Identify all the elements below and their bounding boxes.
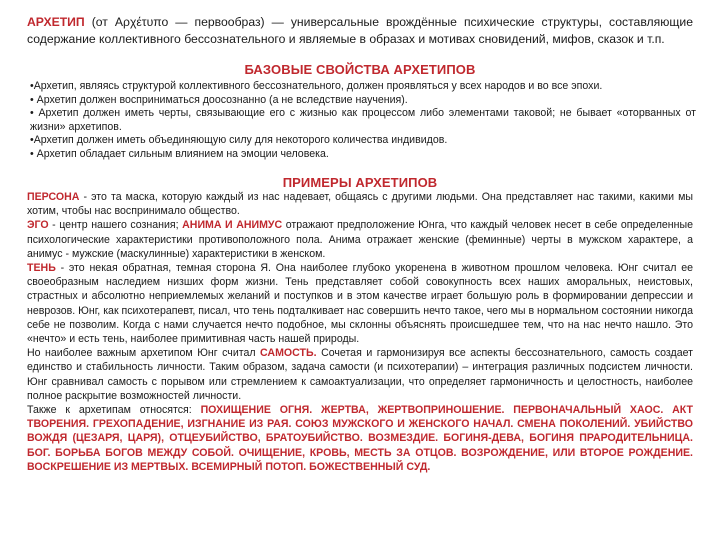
intro-term: АРХЕТИП [27,15,85,29]
examples-body [27,190,693,474]
shadow-term: ТЕНЬ [27,262,56,275]
property-item: •Архетип должен иметь объединяющую силу для некоторого количества индивидов. [30,134,448,147]
anima-text: отражают предположение Юнга, что каждый человек несет в себе определенные психологические характеристики противоположного пола. Анима отражает женские (феминные) черты в мужском характере, а анимус - мужские (маскулинные) характеристики в женском. [27,219,693,260]
properties-list [30,80,696,162]
archetype-list: ПОХИЩЕНИЕ ОГНЯ. ЖЕРТВА, ЖЕРТВОПРИНОШЕНИЕ. ПЕРВОНАЧАЛЬНЫЙ ХАОС. АКТ ТВОРЕНИЯ. ГРЕХОПАДЕНИЕ, ИЗГНАНИЕ ИЗ РАЯ. СОЮЗ МУЖСКОГО И ЖЕНСКОГО НАЧАЛ. СМЕНА ПОКОЛЕНИЙ. УБИЙСТВО ВОЖДЯ (ЦЕЗАРЯ, ЦАРЯ), ОТЦЕУБИЙСТВО, БРАТОУБИЙСТВО. ВОЗМЕЗДИЕ. БОГИНЯ-ДЕВА, БОГИНЯ ПРАРОДИТЕЛЬНИЦА. БОГ. БОРЬБА БОГОВ МЕЖДУ СОБОЙ. ОЧИЩЕНИЕ, КРОВЬ, МЕСТЬ ЗА ОТЦОВ. ВОЗРОЖДЕНИЕ, ИЛИ ВТОРОЕ РОЖДЕНИЕ. ВОСКРЕШЕНИЕ ИЗ МЕРТВЫХ. ВСЕМИРНЫЙ ПОТОП. БОЖЕСТВЕННЫЙ СУД. [27,404,694,473]
shadow-paragraph [27,261,693,346]
self-paragraph [27,346,693,403]
persona-text: - это та маска, которую каждый из нас надевает, общаясь с другими людьми. Она представляет нас такими, какими мы хотим, чтобы нас воспринимало общество. [27,191,693,218]
intro-text: (от Αρχέτυπο — первообраз) — универсальные врождённые психические структуры, составляющие содержание коллективного бессознательного и являемые в образах и мотивах сновидений, мифов, сказок и т.п. [27,15,693,46]
shadow-text: - это некая обратная, темная сторона Я. Она наиболее глубоко укоренена в животном прошлом человека. Юнг считал ее своеобразным наследием низших форм жизни. Тень представляет собой совокупность всех наших аморальных, неистовых, страстных и абсолютно неприемлемых желаний и поступков и в этом качестве играет большую роль в формировании депрессии и неврозов. Юнг, как психотерапевт, писал, что тень подталкивает нас совершить нечто такое, чего мы в нормальном состоянии никогда себе не позволим. Когда с нами случается нечто подобное, мы склонны объяснять происшедшее тем, что на нас нечто нашло. Это «нечто» и есть тень, наиболее примитивная часть нашей природы. [27,262,693,346]
archetype-list-intro: Также к архетипам относятся: [27,404,201,417]
self-text: Сочетая и гармонизируя все аспекты бессознательного, самость создает единство и стабильность личности. Таким образом, задача самости (и психотерапии) – интеграция различных подсистем личности. Юнг сравнивал самость с порывом или стремлением к самоактуализации, что определяет гармоничность и целостность, наиболее полное раскрытие возможностей личности. [27,347,693,402]
heading-examples: ПРИМЕРЫ АРХЕТИПОВ [282,175,438,190]
property-item: • Архетип должен восприниматься доосознанно (а не вследствие научения). [30,93,408,106]
ego-term: ЭГО [27,219,49,232]
ego-paragraph [27,218,693,261]
ego-text: - центр нашего сознания; [48,219,183,232]
property-item: •Архетип, являясь структурой коллективного бессознательного, должен проявляться у всех народов и во все эпохи. [30,80,603,92]
archetype-list-paragraph [27,403,693,474]
heading-properties: БАЗОВЫЕ СВОЙСТВА АРХЕТИПОВ [244,62,476,77]
self-term: САМОСТЬ. [260,347,317,360]
anima-term: АНИМА И АНИМУС [182,219,283,232]
persona-term: ПЕРСОНА [27,191,80,203]
property-item: • Архетип должен иметь черты, связывающие его с жизнью как процессом либо элементами таковой; не бывает «оторванных от жизни» архетипов. [30,107,696,133]
intro-definition [27,14,693,48]
self-text-lead: Но наиболее важным архетипом Юнг считал [27,347,261,360]
persona-paragraph [27,190,693,218]
property-item: • Архетип обладает сильным влиянием на эмоции человека. [30,147,329,160]
